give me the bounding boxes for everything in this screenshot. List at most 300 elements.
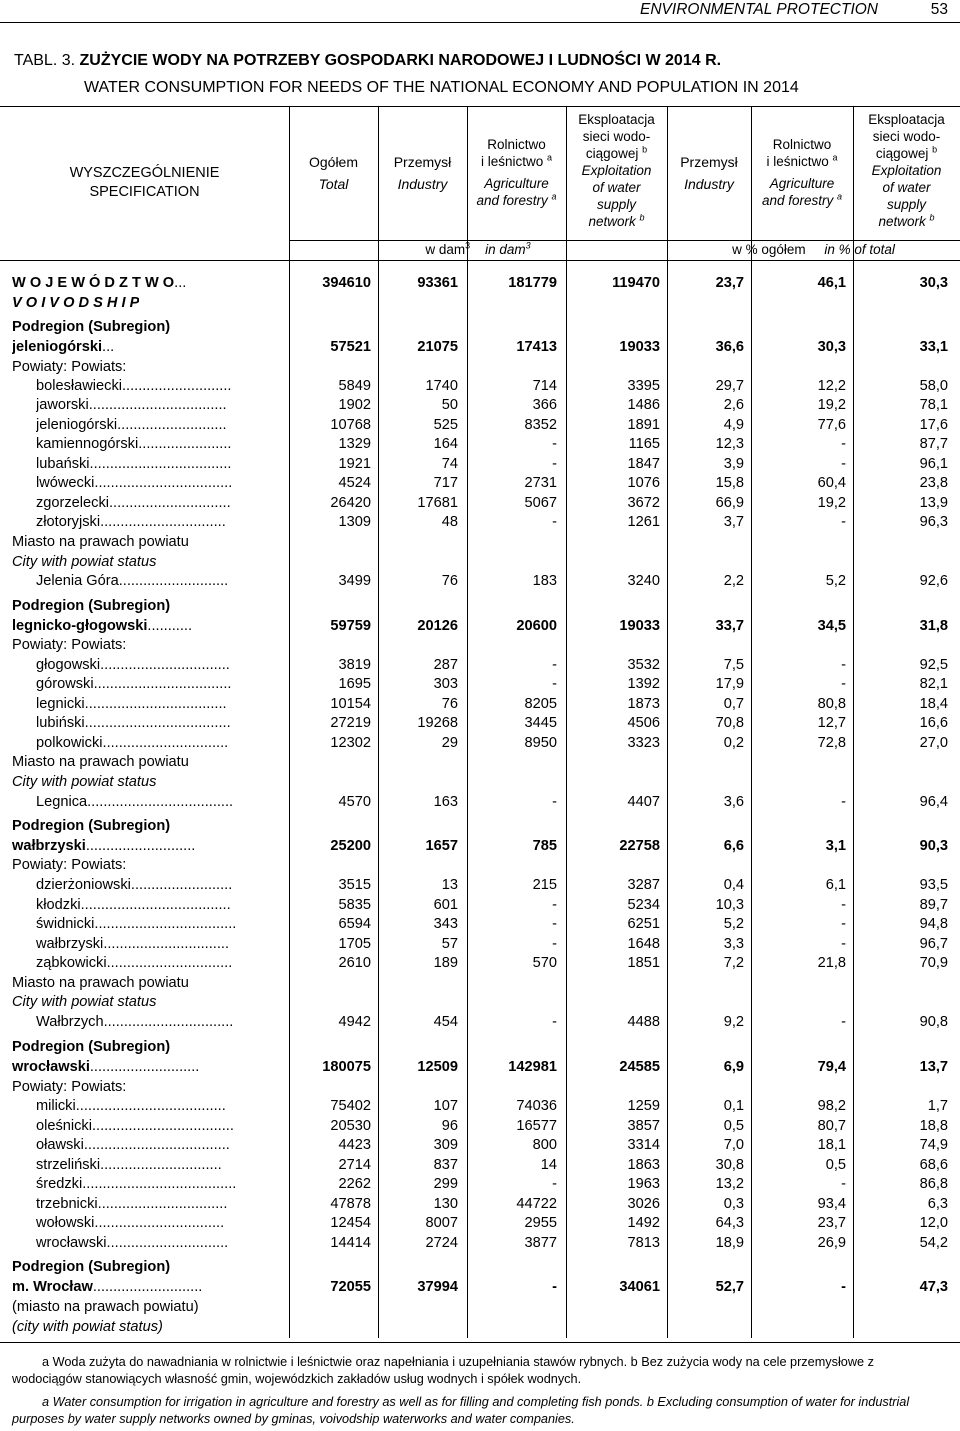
row-label (36, 455, 231, 474)
table-row (0, 1156, 960, 1175)
row-label-text: Legnica (36, 794, 88, 810)
table-cell: 8205 (524, 696, 557, 712)
table-cell: - (552, 1176, 557, 1192)
table-cell: 70,9 (919, 955, 948, 971)
header-net-pl2: sieci wodo- (872, 129, 941, 144)
table-cell: 1648 (627, 936, 660, 952)
row-label (12, 597, 170, 616)
leader-dots: ............................... (106, 955, 233, 971)
table-cell: 76 (441, 573, 458, 589)
table-cell: - (552, 936, 557, 952)
header-specification (0, 164, 289, 202)
header-net-pl3: ciągowej (875, 146, 929, 161)
table-cell: 1963 (627, 1176, 660, 1192)
footnote-mark-b: b (639, 212, 645, 223)
table-cell: 74 (441, 456, 458, 472)
table-cell: 10154 (330, 696, 371, 712)
table-cell: 3240 (627, 573, 660, 589)
table-cell: 13,2 (715, 1176, 744, 1192)
header-total-en: Total (318, 176, 349, 192)
leader-dots: ............................... (103, 936, 230, 952)
table-cell: 1165 (628, 436, 660, 452)
row-label-text: oławski (36, 1137, 84, 1153)
row-label (36, 1097, 226, 1116)
table-cell: - (841, 936, 846, 952)
table-cell: 19268 (417, 715, 458, 731)
table-cell: 1076 (627, 475, 660, 491)
table-cell: 96,1 (919, 456, 948, 472)
table-cell: 3499 (338, 573, 371, 589)
table-cell: 18,1 (817, 1137, 846, 1153)
table-cell: 287 (433, 657, 458, 673)
table-row (0, 1038, 960, 1057)
leader-dots: ............................... (100, 514, 226, 530)
leader-dots: .................................... (84, 715, 231, 731)
table-cell: 3287 (627, 877, 660, 893)
table-cell: 0,1 (723, 1098, 744, 1114)
table-cell: 47,3 (919, 1279, 948, 1295)
table-cell: 12,3 (715, 436, 744, 452)
row-label-text: Podregion (Subregion) (12, 1039, 171, 1055)
table-row (0, 1214, 960, 1233)
table-cell: 21,8 (817, 955, 846, 971)
footnotes-en: a Water consumption for irrigation in agriculture and forestry as well as for filling and completing fish ponds. b Excluding consumption of water for industrial purposes by water supply networks owned by gminas, voivodship waterworks and water companies. (12, 1395, 910, 1426)
row-label-text: V O I V O D S H I P (12, 295, 140, 311)
table-cell: 18,4 (919, 696, 948, 712)
row-label-text: lwówecki (36, 475, 95, 491)
table-cell: 3515 (338, 877, 371, 893)
row-label (36, 876, 232, 895)
table-cell: 74,9 (919, 1137, 948, 1153)
unit-pl: w dam (425, 242, 466, 257)
table-cell: - (841, 897, 846, 913)
row-label (36, 1013, 233, 1032)
header-agri-en1: Agriculture (484, 176, 549, 191)
table-cell: 23,7 (715, 275, 744, 291)
table-cell: 76 (441, 696, 458, 712)
table-cell: 29 (441, 735, 458, 751)
table-cell: 1492 (627, 1215, 660, 1231)
row-label (12, 974, 189, 993)
leader-dots: ................................ (103, 1014, 234, 1030)
table-cell: 72,8 (817, 735, 846, 751)
table-cell: 30,3 (919, 275, 948, 291)
row-label-text: lubiński (36, 715, 85, 731)
table-cell: - (841, 514, 846, 530)
table-cell: 4423 (338, 1137, 371, 1153)
table-cell: 7813 (627, 1235, 660, 1251)
table-cell: 4524 (338, 475, 371, 491)
table-cell: 72055 (330, 1279, 371, 1295)
row-label (12, 837, 195, 856)
page-number: 53 (930, 1, 948, 18)
header-agri-pl2: i leśnictwo (766, 154, 829, 169)
table-cell: - (552, 436, 557, 452)
leader-dots: .................................. (88, 397, 227, 413)
row-label-text: Miasto na prawach powiatu (12, 534, 189, 550)
table-row (0, 533, 960, 552)
table-cell: 93361 (417, 275, 458, 291)
table-row (0, 675, 960, 694)
table-cell: - (841, 794, 846, 810)
table-cell: 27219 (330, 715, 371, 731)
table-cell: 46,1 (817, 275, 846, 291)
table-cell: 4,9 (723, 417, 744, 433)
row-label-text: Podregion (Subregion) (12, 319, 171, 335)
footnote-mark-b: b (932, 144, 938, 155)
table-row (0, 1298, 960, 1317)
header-top-rule (0, 106, 960, 107)
table-cell: 12,0 (919, 1215, 948, 1231)
table-row (0, 1078, 960, 1097)
table-row (0, 396, 960, 415)
table-cell: 5849 (338, 378, 371, 394)
table-row (0, 494, 960, 513)
leader-dots: ................................... (89, 456, 232, 472)
row-label (12, 294, 139, 313)
header-industry-en: Industry (397, 176, 448, 192)
table-cell: 16577 (516, 1118, 557, 1134)
table-row (0, 793, 960, 812)
table-cell: 3445 (524, 715, 557, 731)
table-cell: 5,2 (723, 916, 744, 932)
row-label-text: (city with powiat status) (12, 1319, 163, 1335)
table-cell: 3,6 (723, 794, 744, 810)
table-number: TABL. 3. (14, 52, 80, 69)
row-label-text: Podregion (Subregion) (12, 1259, 171, 1275)
table-cell: 6594 (338, 916, 371, 932)
row-label-text: zgorzelecki (36, 495, 109, 511)
table-cell: 20530 (330, 1118, 371, 1134)
leader-dots: .................................... (83, 1137, 230, 1153)
table-row (0, 377, 960, 396)
table-cell: - (841, 676, 846, 692)
table-cell: 25200 (330, 838, 371, 854)
footnote-mark-a: a (837, 191, 843, 202)
table-row (0, 455, 960, 474)
header-agri-pl2: i leśnictwo (480, 154, 544, 169)
row-label (12, 993, 156, 1012)
row-label-text: głogowski (36, 657, 101, 673)
table-cell: 30,8 (715, 1157, 744, 1173)
table-cell: 7,2 (723, 955, 744, 971)
unit-absolute (289, 241, 667, 259)
table-row (0, 416, 960, 435)
row-label-text: wrocławski (12, 1059, 90, 1075)
table-cell: 27,0 (919, 735, 948, 751)
table-cell: 1,7 (927, 1098, 948, 1114)
header-net-en3: supply (886, 197, 927, 212)
row-label-text: świdnicki (36, 916, 95, 932)
table-cell: - (841, 1279, 846, 1295)
leader-dots: ........................... (118, 573, 229, 589)
table-row (0, 553, 960, 572)
table-cell: - (841, 456, 846, 472)
row-label (12, 533, 189, 552)
table-cell: 54,2 (919, 1235, 948, 1251)
table-cell: 6,6 (723, 838, 744, 854)
header-agri-pl1: Rolnictwo (487, 137, 546, 152)
row-label (12, 753, 189, 772)
leader-dots: ........................... (89, 1059, 200, 1075)
table-cell: 60,4 (817, 475, 846, 491)
table-cell: 78,1 (919, 397, 948, 413)
leader-dots: ........................... (117, 417, 227, 433)
table-cell: 20600 (516, 618, 557, 634)
table-cell: 96,3 (919, 514, 948, 530)
unit-pct-pl: w % ogółem (732, 242, 806, 257)
table-cell: - (552, 456, 557, 472)
header-agri-en2: and forestry (761, 193, 834, 208)
table-row (0, 1013, 960, 1032)
table-cell: - (552, 514, 557, 530)
row-label (36, 915, 236, 934)
row-label (12, 1278, 202, 1297)
table-cell: 18,9 (715, 1235, 744, 1251)
table-cell: 68,6 (919, 1157, 948, 1173)
row-label (36, 1195, 227, 1214)
table-cell: 3323 (627, 735, 660, 751)
table-cell: 29,7 (715, 378, 744, 394)
table-cell: - (552, 897, 557, 913)
table-cell: 6251 (627, 916, 660, 932)
leader-dots: ..................................... (75, 1098, 226, 1114)
header-spec-pl: WYSZCZEGÓLNIENIE (69, 165, 220, 181)
table-cell: 3026 (627, 1196, 660, 1212)
table-cell: 17,6 (919, 417, 948, 433)
section-name: ENVIRONMENTAL PROTECTION (640, 1, 878, 18)
table-row (0, 1258, 960, 1277)
table-row (0, 358, 960, 377)
table-cell: 93,5 (919, 877, 948, 893)
table-cell: 10,3 (715, 897, 744, 913)
table-row (0, 572, 960, 591)
row-label-text: bolesławiecki (36, 378, 122, 394)
table-row (0, 993, 960, 1012)
row-label (12, 553, 156, 572)
row-label-text: wałbrzyski (36, 936, 104, 952)
row-label (12, 338, 114, 357)
table-cell: 9,2 (723, 1014, 744, 1030)
table-cell: 0,5 (825, 1157, 846, 1173)
table-cell: 107 (433, 1098, 458, 1114)
row-label-text: polkowicki (36, 735, 103, 751)
table-row (0, 617, 960, 636)
row-label-text: Miasto na prawach powiatu (12, 754, 189, 770)
table-cell: 8007 (425, 1215, 458, 1231)
table-cell: 59759 (330, 618, 371, 634)
row-label-text: jeleniogórski (12, 339, 103, 355)
table-cell: 0,7 (723, 696, 744, 712)
table-cell: 15,8 (715, 475, 744, 491)
table-cell: 181779 (508, 275, 557, 291)
table-row (0, 817, 960, 836)
table-cell: 2,6 (723, 397, 744, 413)
row-label (12, 636, 126, 655)
table-cell: 1847 (627, 456, 660, 472)
table-cell: - (552, 1279, 557, 1295)
row-label (36, 396, 227, 415)
table-cell: 3395 (627, 378, 660, 394)
row-label-text: średzki (36, 1176, 83, 1192)
table-row (0, 974, 960, 993)
row-label-text: Jelenia Góra (36, 573, 119, 589)
table-row (0, 1234, 960, 1253)
unit-exponent: 3 (525, 240, 531, 251)
table-cell: 4488 (627, 1014, 660, 1030)
leader-dots: .................................. (94, 475, 233, 491)
row-label (36, 954, 232, 973)
leader-dots: ...................................... (82, 1176, 237, 1192)
table-cell: - (841, 436, 846, 452)
table-cell: - (552, 676, 557, 692)
table-cell: 299 (433, 1176, 458, 1192)
table-cell: 3,1 (825, 838, 846, 854)
table-cell: 66,9 (715, 495, 744, 511)
leader-dots: ................................ (97, 1196, 228, 1212)
table-cell: 3,3 (723, 936, 744, 952)
row-label (36, 695, 227, 714)
table-cell: 92,5 (919, 657, 948, 673)
table-cell: 12509 (417, 1059, 458, 1075)
row-label (36, 935, 229, 954)
table-cell: 12454 (330, 1215, 371, 1231)
footnotes-pl: a Woda zużyta do nawadniania w rolnictwie i leśnictwie oraz napełniania i uzupełniania stawów rybnych. b Bez zużycia wody na cele przemysłowe z wodociągów stanowiących własność gmin, wojewódzkich zakładów usług wodnych i spółek wodnych. (12, 1355, 874, 1386)
row-label (36, 1136, 230, 1155)
table-row (0, 837, 960, 856)
table-row (0, 636, 960, 655)
row-label-text: City with powiat status (12, 774, 157, 790)
table-cell: 180075 (322, 1059, 371, 1075)
table-row (0, 896, 960, 915)
table-cell: 7,5 (723, 657, 744, 673)
table-cell: 82,1 (919, 676, 948, 692)
row-label (36, 896, 231, 915)
table-cell: 57521 (330, 339, 371, 355)
table-cell: 20126 (417, 618, 458, 634)
table-cell: 601 (433, 897, 458, 913)
table-cell: 2724 (425, 1235, 458, 1251)
table-cell: 93,4 (817, 1196, 846, 1212)
table-cell: 570 (532, 955, 557, 971)
table-row (0, 1058, 960, 1077)
table-cell: 3314 (627, 1137, 660, 1153)
table-cell: 303 (433, 676, 458, 692)
row-label (12, 1318, 163, 1337)
table-cell: 189 (433, 955, 458, 971)
table-cell: 4407 (627, 794, 660, 810)
row-label-text: Podregion (Subregion) (12, 818, 171, 834)
table-cell: 3,7 (723, 514, 744, 530)
header-net-pl1: Eksploatacja (578, 112, 655, 127)
header-total-pl: Ogółem (308, 154, 359, 170)
table-cell: - (841, 916, 846, 932)
table-cell: 21075 (417, 339, 458, 355)
table-cell: 1902 (338, 397, 371, 413)
row-label (12, 1258, 170, 1277)
header-agriculture-pct (751, 136, 853, 209)
table-cell: 33,7 (715, 618, 744, 634)
table-cell: 343 (433, 916, 458, 932)
table-cell: 86,8 (919, 1176, 948, 1192)
row-label (36, 494, 231, 513)
table-cell: 183 (532, 573, 557, 589)
leader-dots: ........................... (85, 838, 196, 854)
table-row (0, 513, 960, 532)
row-label-text: milicki (36, 1098, 76, 1114)
table-cell: 79,4 (817, 1059, 846, 1075)
table-cell: - (552, 794, 557, 810)
table-cell: 2955 (524, 1215, 557, 1231)
table-row (0, 856, 960, 875)
table-cell: 4942 (338, 1014, 371, 1030)
row-label-text: Wałbrzych (36, 1014, 104, 1030)
row-label (36, 714, 231, 733)
table-cell: 1392 (627, 676, 660, 692)
table-cell: 52,7 (715, 1279, 744, 1295)
footnote-mark-a: a (832, 152, 838, 163)
table-cell: 800 (532, 1137, 557, 1153)
table-cell: 1863 (627, 1157, 660, 1173)
row-label-text: Miasto na prawach powiatu (12, 975, 189, 991)
row-label-text: legnicki (36, 696, 85, 712)
leader-dots: .................................. (93, 676, 232, 692)
table-row (0, 1278, 960, 1297)
leader-dots: ....................... (138, 436, 232, 452)
header-net-en1: Exploitation (871, 163, 942, 178)
header-net-en4: network (878, 214, 926, 229)
table-row (0, 656, 960, 675)
table-cell: 366 (532, 397, 557, 413)
row-label-text: kamiennogórski (36, 436, 139, 452)
unit-pct-en: in % of total (824, 242, 895, 257)
table-cell: 48 (441, 514, 458, 530)
table-cell: 309 (433, 1137, 458, 1153)
table-cell: 19033 (619, 618, 660, 634)
table-cell: 6,1 (825, 877, 846, 893)
row-label-text: legnicko-głogowski (12, 618, 148, 634)
header-net-en2: of water (882, 180, 931, 195)
table-cell: 1695 (338, 676, 371, 692)
leader-dots: ................................... (94, 916, 237, 932)
table-cell: 163 (433, 794, 458, 810)
header-spec-en: SPECIFICATION (89, 184, 200, 200)
table-bottom-rule (0, 1342, 960, 1343)
header-network (566, 111, 667, 230)
table-row (0, 876, 960, 895)
table-cell: 24585 (619, 1059, 660, 1075)
table-cell: 7,0 (723, 1137, 744, 1153)
row-label-text: strzeliński (36, 1157, 101, 1173)
header-net-en4: network (588, 214, 636, 229)
table-cell: 80,8 (817, 696, 846, 712)
table-cell: 14414 (330, 1235, 371, 1251)
row-label-text: lubański (36, 456, 90, 472)
row-label-text: Powiaty: Powiats: (12, 1079, 127, 1095)
table-cell: 1921 (338, 456, 371, 472)
table-cell: 70,8 (715, 715, 744, 731)
table-cell: 5,2 (825, 573, 846, 589)
row-label (36, 513, 226, 532)
table-title-en: WATER CONSUMPTION FOR NEEDS OF THE NATIONAL ECONOMY AND POPULATION IN 2014 (84, 79, 799, 96)
row-label-text: (miasto na prawach powiatu) (12, 1299, 199, 1315)
table-row (0, 915, 960, 934)
table-cell: 4506 (627, 715, 660, 731)
row-label-text: złotoryjski (36, 514, 101, 530)
table-cell: 1891 (627, 417, 660, 433)
table-cell: 5067 (524, 495, 557, 511)
row-label (36, 1214, 224, 1233)
